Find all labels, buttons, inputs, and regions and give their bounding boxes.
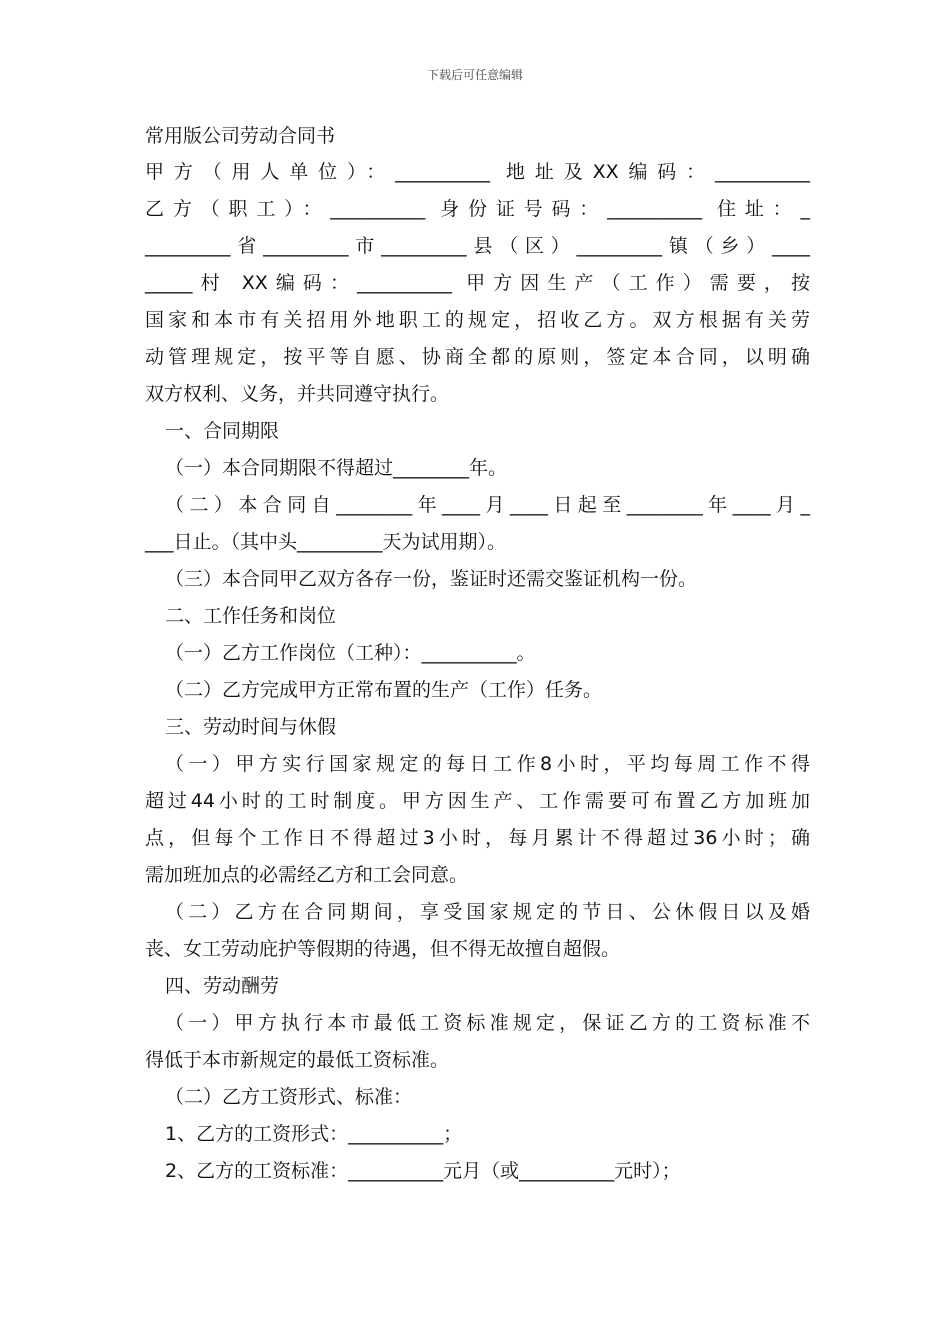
clause-line: 2、乙方的工资标准：__________元月（或__________元时）； <box>165 1160 681 1182</box>
page-header-note: 下载后可任意编辑 <box>426 68 523 82</box>
clause-line: 丧、女工劳动庇护等假期的待遇，但不得无故擅自超假。 <box>145 938 621 960</box>
clause-line: 得低于本市新规定的最低工资标准。 <box>145 1049 450 1071</box>
clause-line: （一）甲方实行国家规定的每日工作8小时，平均每周工作不得 <box>165 753 810 775</box>
address-line: _________省_________市_________县（区）_________镇（乡）____ <box>145 235 810 257</box>
clause-line: 需加班加点的必需经乙方和工会同意。 <box>145 864 469 886</box>
clause-line: 点，但每个工作日不得超过3小时，每月累计不得超过36小时；确 <box>145 827 810 849</box>
clause-line: （一）本合同期限不得超过________年。 <box>165 457 508 479</box>
section-heading: 三、劳动时间与休假 <box>165 716 337 738</box>
section-heading: 二、工作任务和岗位 <box>165 605 337 627</box>
body-text-line: 双方权利、义务，并共同遵守执行。 <box>145 383 450 405</box>
clause-line: （一）乙方工作岗位（工种）：__________。 <box>165 642 536 664</box>
section-heading: 四、劳动酬劳 <box>165 975 280 997</box>
document-title: 常用版公司劳动合同书 <box>145 125 336 147</box>
body-text-line: 动管理规定，按平等自愿、协商全都的原则，签定本合同，以明确 <box>145 346 810 368</box>
clause-line: （二）本合同自________年____月____日起至________年____月_ <box>165 494 810 516</box>
section-heading: 一、合同期限 <box>165 420 280 442</box>
body-text-line: 国家和本市有关招用外地职工的规定，招收乙方。双方根据有关劳 <box>145 309 810 331</box>
clause-line: （二）乙方完成甲方正常布置的生产（工作）任务。 <box>165 679 603 701</box>
clause-line: （三）本合同甲乙双方各存一份，鉴证时还需交鉴证机构一份。 <box>165 568 698 590</box>
clause-line: （一）甲方执行本市最低工资标准规定，保证乙方的工资标准不 <box>165 1012 810 1034</box>
clause-line: （二）乙方在合同期间，享受国家规定的节日、公休假日以及婚 <box>165 901 810 923</box>
party-b-line: 乙方（职工）：__________ 身份证号码：__________ 住址：_ <box>145 198 810 220</box>
clause-line: 1、乙方的工资形式：__________； <box>165 1123 463 1145</box>
party-a-line: 甲方（用人单位）：__________ 地址及XX编码：__________ <box>145 161 810 183</box>
clause-line: 超过44小时的工时制度。甲方因生产、工作需要可布置乙方加班加 <box>145 790 810 812</box>
clause-line: ___日止。（其中头_________天为试用期）。 <box>145 531 507 553</box>
postcode-line: _____村 XX编码：__________ 甲方因生产（工作）需要，按 <box>145 272 810 294</box>
clause-line: （二）乙方工资形式、标准： <box>165 1086 413 1108</box>
